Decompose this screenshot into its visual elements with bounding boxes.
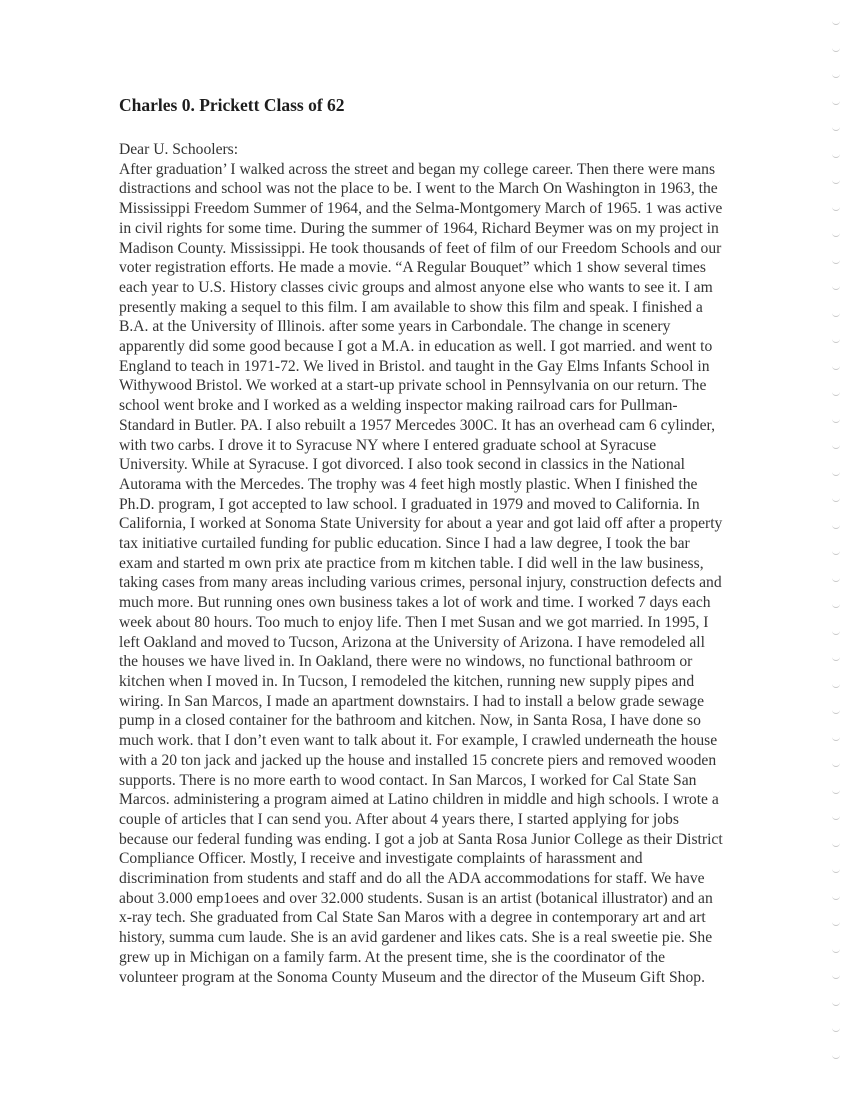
salutation: Dear U. Schoolers: bbox=[119, 141, 239, 158]
scan-edge-mark bbox=[832, 522, 840, 529]
body-line: the houses we have lived in. In Oakland, there were no windows, no functional bathroom or bbox=[119, 653, 693, 671]
scan-edge-mark bbox=[832, 204, 840, 211]
scan-edge-mark bbox=[832, 866, 840, 873]
body-line: Standard in Butler. PA. I also rebuilt a 1957 Mercedes 300C. It has an overhead cam 6 cylinder, bbox=[119, 416, 715, 434]
scan-edge-mark bbox=[832, 734, 840, 741]
body-line: discrimination from students and staff and do all the ADA accommodations for staff. We have bbox=[119, 870, 705, 888]
body-line: tax initiative curtailed funding for public education. Since I had a law degree, I took the bar bbox=[119, 535, 690, 553]
scan-edge-mark bbox=[832, 45, 840, 52]
scan-edge-mark bbox=[832, 230, 840, 237]
body-line: school went broke and I worked as a welding inspector making railroad cars for Pullman- bbox=[119, 397, 678, 415]
scan-edge-mark bbox=[832, 601, 840, 608]
scan-edge-mark bbox=[832, 336, 840, 343]
body-line: supports. There is no more earth to wood contact. In San Marcos, I worked for Cal State San bbox=[119, 771, 697, 789]
scan-edge-mark bbox=[832, 840, 840, 847]
scan-edge-mark bbox=[832, 1052, 840, 1059]
scan-edge-mark bbox=[832, 18, 840, 25]
body-line: After graduation’ I walked across the street and began my college career. Then there were mans bbox=[119, 160, 716, 178]
body-line: couple of articles that I can send you. After about 4 years there, I started applying for jobs bbox=[119, 810, 679, 828]
scan-edge-mark bbox=[832, 654, 840, 661]
body-line: Ph.D. program, I got accepted to law school. I graduated in 1979 and moved to California. In bbox=[119, 495, 700, 513]
letter-title: Charles 0. Prickett Class of 62 bbox=[119, 95, 345, 115]
scan-edge-mark bbox=[832, 813, 840, 820]
scan-edge-mark bbox=[832, 707, 840, 714]
body-line: pump in a closed container for the bathroom and kitchen. Now, in Santa Rosa, I have done so bbox=[119, 712, 701, 730]
body-line: in civil rights for some time. During the summer of 1964, Richard Beymer was on my project in bbox=[119, 219, 719, 237]
body-line: each year to U.S. History classes civic groups and almost anyone else who wants to see it. I am bbox=[119, 278, 713, 296]
body-line: England to teach in 1971-72. We lived in Bristol. and taught in the Gay Elms Infants School in bbox=[119, 357, 710, 375]
body-line: B.A. at the University of Illinois. after some years in Carbondale. The change in scenery bbox=[119, 318, 671, 336]
scan-edge-mark bbox=[832, 999, 840, 1006]
scan-edge-mark bbox=[832, 946, 840, 953]
scan-edge-mark bbox=[832, 681, 840, 688]
scan-edge-mark bbox=[832, 363, 840, 370]
body-line: much more. But running ones own business takes a lot of work and time. I worked 7 days each bbox=[119, 594, 711, 612]
scan-edge-mark bbox=[832, 787, 840, 794]
body-line: Madison County. Mississippi. He took thousands of feet of film of our Freedom Schools and our bbox=[119, 239, 722, 257]
body-line: with a 20 ton jack and jacked up the house and installed 15 concrete piers and removed wooden bbox=[119, 751, 717, 769]
body-line: week about 80 hours. Too much to enjoy life. Then I met Susan and we got married. In 1995, I bbox=[119, 613, 709, 631]
body-line: kitchen when I moved in. In Tucson, I remodeled the kitchen, running new supply pipes and bbox=[119, 672, 695, 690]
body-line: voter registration efforts. He made a movie. “A Regular Bouquet” which 1 show several times bbox=[119, 259, 706, 277]
scan-edge-mark bbox=[832, 469, 840, 476]
body-line: University. While at Syracuse. I got divorced. I also took second in classics in the National bbox=[119, 456, 686, 474]
body-line: about 3.000 emp1oees and over 32.000 students. Susan is an artist (botanical illustrator) and an bbox=[119, 889, 713, 907]
scan-edge-mark bbox=[832, 548, 840, 555]
scan-edge-mark bbox=[832, 495, 840, 502]
scan-edge-mark bbox=[832, 919, 840, 926]
body-line: volunteer program at the Sonoma County Museum and the director of the Museum Gift Shop. bbox=[119, 968, 705, 986]
scan-edge-mark bbox=[832, 442, 840, 449]
body-line: taking cases from many areas including various crimes, personal injury, construction defects and bbox=[119, 574, 722, 592]
scan-edge-mark bbox=[832, 628, 840, 635]
scan-edge-mark bbox=[832, 416, 840, 423]
body-line: with two carbs. I drove it to Syracuse NY where I entered graduate school at Syracuse bbox=[119, 436, 657, 454]
body-line: much work. that I don’t even want to talk about it. For example, I crawled underneath the house bbox=[119, 732, 718, 750]
body-line: Mississippi Freedom Summer of 1964, and the Selma-Montgomery March of 1965. 1 was active bbox=[119, 200, 723, 218]
body-line: California, I worked at Sonoma State University for about a year and got laid off after a property bbox=[119, 515, 723, 533]
body-line: Compliance Officer. Mostly, I receive and investigate complaints of harassment and bbox=[119, 850, 643, 868]
scan-edge-mark bbox=[832, 972, 840, 979]
body-line: presently making a sequel to this film. I am available to show this film and speak. I finished a bbox=[119, 298, 703, 316]
body-line: Withywood Bristol. We worked at a start-up private school in Pennsylvania on our return. The bbox=[119, 377, 707, 395]
scan-edge-mark bbox=[832, 98, 840, 105]
body-line: wiring. In San Marcos, I made an apartment downstairs. I had to install a below grade sewage bbox=[119, 692, 705, 710]
scan-edge-mark bbox=[832, 124, 840, 131]
scan-edge-mark bbox=[832, 389, 840, 396]
body-line: history, summa cum laude. She is an avid gardener and likes cats. She is a real sweetie pie. She bbox=[119, 929, 713, 947]
scan-edge-mark bbox=[832, 575, 840, 582]
body-line: because our federal funding was ending. I got a job at Santa Rosa Junior College as their District bbox=[119, 830, 723, 848]
scan-edge-mark bbox=[832, 151, 840, 158]
body-line: grew up in Michigan on a family farm. At the present time, she is the coordinator of the bbox=[119, 948, 666, 966]
scan-edge-marks bbox=[826, 10, 840, 1090]
body-line: Autorama with the Mercedes. The trophy was 4 feet high mostly plastic. When I finished the bbox=[119, 475, 698, 493]
scan-edge-mark bbox=[832, 71, 840, 78]
body-line: distractions and school was not the place to be. I went to the March On Washington in 1963, the bbox=[119, 180, 718, 198]
scan-edge-mark bbox=[832, 760, 840, 767]
body-line: apparently did some good because I got a M.A. in education as well. I got married. and went to bbox=[119, 338, 713, 356]
scan-edge-mark bbox=[832, 310, 840, 317]
scan-edge-mark bbox=[832, 177, 840, 184]
body-line: x-ray tech. She graduated from Cal State San Maros with a degree in contemporary art and art bbox=[119, 909, 706, 927]
letter-body bbox=[119, 140, 769, 987]
body-line: left Oakland and moved to Tucson, Arizona at the University of Arizona. I have remodeled all bbox=[119, 633, 705, 651]
body-line: Marcos. administering a program aimed at Latino children in middle and high schools. I wrote a bbox=[119, 791, 719, 809]
scan-edge-mark bbox=[832, 257, 840, 264]
scan-edge-mark bbox=[832, 893, 840, 900]
body-line: exam and started m own prix ate practice from m kitchen table. I did well in the law business, bbox=[119, 554, 704, 572]
scan-edge-mark bbox=[832, 283, 840, 290]
scan-edge-mark bbox=[832, 1025, 840, 1032]
